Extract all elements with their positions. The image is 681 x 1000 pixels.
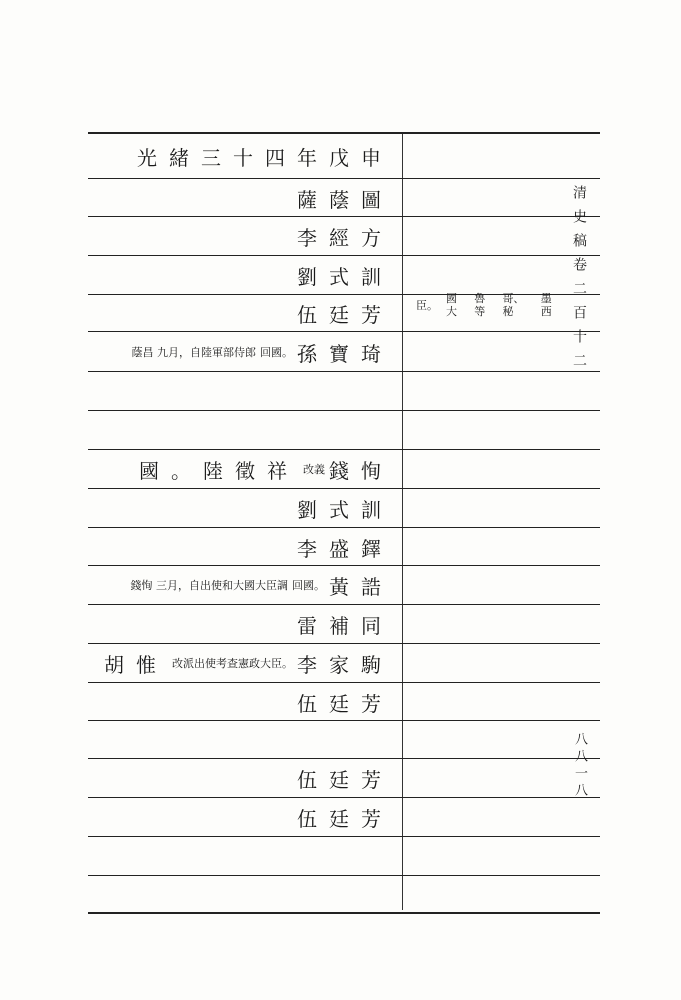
row-rule xyxy=(88,643,600,644)
note-part: 哥、秘 xyxy=(502,292,525,318)
table-row xyxy=(88,451,393,488)
minister-name: 孫寶琦 xyxy=(297,341,393,366)
table-row xyxy=(88,490,393,527)
minister-name: 雷補同 xyxy=(297,614,393,638)
row-rule xyxy=(88,255,600,256)
return-note: 回國。 xyxy=(260,345,293,359)
running-header: 清史稿卷二百十二 xyxy=(571,185,587,377)
change-note: 改義 xyxy=(303,463,325,476)
row-rule xyxy=(88,720,600,721)
table-row xyxy=(88,218,393,255)
row-rule xyxy=(88,178,600,179)
minister-name: 李盛鐸 xyxy=(297,536,393,561)
minister-name: 劉式訓 xyxy=(297,498,393,522)
row-rule xyxy=(88,836,600,837)
bottom-rule xyxy=(88,912,600,914)
successor-name: 胡惟 xyxy=(104,653,168,677)
minister-name: 黃誥 xyxy=(329,575,393,599)
row-rule xyxy=(88,488,600,489)
note-part: 臣。 xyxy=(416,298,438,312)
appointment-note: 錢恂 三月，自出使和大國大臣調 xyxy=(130,579,288,592)
minister-name: 伍廷芳 xyxy=(297,807,393,831)
row-rule xyxy=(88,527,600,528)
table-row xyxy=(88,684,393,720)
table-row xyxy=(88,567,393,604)
return-note: 回國。 xyxy=(292,579,325,592)
minister-name: 錢恂 xyxy=(329,459,393,483)
row-rule xyxy=(88,449,600,450)
row-rule xyxy=(88,682,600,683)
page-number: 八八一八 xyxy=(572,732,587,800)
right-column-note xyxy=(416,292,561,318)
table-row xyxy=(88,296,393,331)
row-rule xyxy=(88,875,600,876)
table-row xyxy=(88,606,393,643)
note-part: 墨西 xyxy=(540,292,552,318)
row-rule xyxy=(88,565,600,566)
change-note: 改派出使考查憲政大臣。 xyxy=(172,657,293,670)
row-rule xyxy=(88,797,600,798)
minister-name: 伍廷芳 xyxy=(297,691,393,716)
minister-name: 李家駒 xyxy=(297,653,393,677)
minister-name: 劉式訓 xyxy=(297,265,393,289)
table-row xyxy=(88,529,393,565)
table-row xyxy=(88,257,393,294)
note-part: 魯等 xyxy=(474,292,486,318)
table-row xyxy=(88,333,393,371)
row-rule xyxy=(88,331,600,332)
row-rule xyxy=(88,604,600,605)
table-row xyxy=(88,799,393,836)
note-part: 國大 xyxy=(446,292,457,318)
successor-name: 國。陸徵祥 xyxy=(139,459,299,483)
row-rule xyxy=(88,216,600,217)
column-divider xyxy=(402,132,403,910)
row-rule xyxy=(88,410,600,411)
row-rule xyxy=(88,371,600,372)
minister-name: 伍廷芳 xyxy=(297,303,393,327)
table-row xyxy=(88,134,393,178)
minister-name: 伍廷芳 xyxy=(297,768,393,792)
table-row xyxy=(88,645,393,682)
appointment-note: 蔭昌 九月，自陸軍部侍郎 xyxy=(131,345,256,359)
row-rule xyxy=(88,758,600,759)
year-heading: 光緒三十四年戊申 xyxy=(137,145,393,170)
minister-name: 薩蔭圖 xyxy=(297,187,393,212)
minister-name: 李經方 xyxy=(297,226,393,250)
table-row xyxy=(88,760,393,797)
table-row xyxy=(88,180,393,216)
